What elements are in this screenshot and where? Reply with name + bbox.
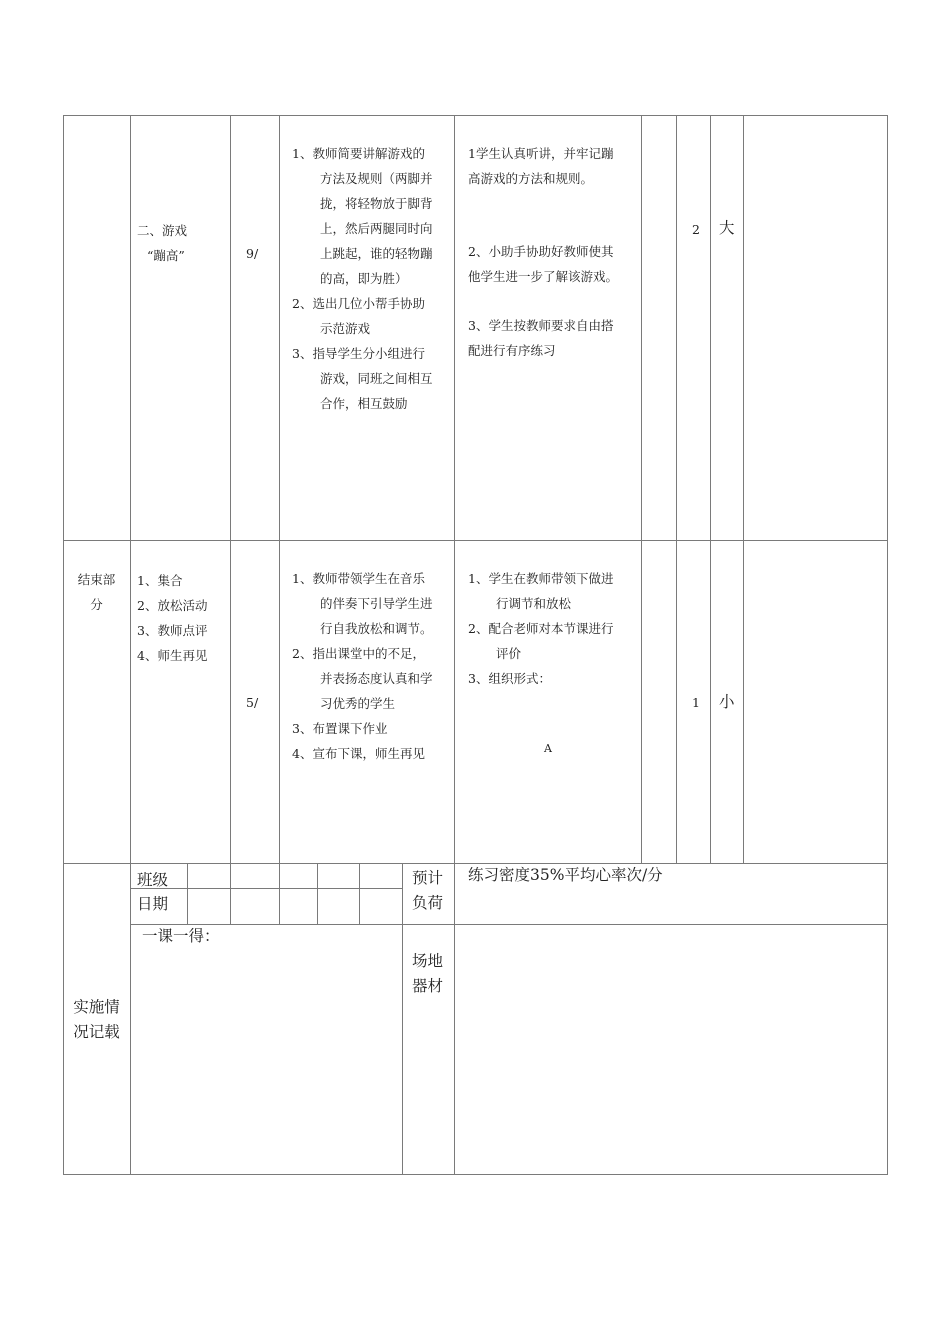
game-content: 二、游戏 “蹦高” xyxy=(137,223,188,263)
teacher-step: 3、指导学生分小组进行 xyxy=(292,346,425,361)
game-time: 9/ xyxy=(246,246,259,261)
teacher-step: 1、教师简要讲解游戏的 xyxy=(292,146,425,161)
end-time: 5/ xyxy=(246,695,259,710)
game-student-activity-3: 3、学生按教师要求自由搭 配进行有序练习 xyxy=(468,318,614,358)
load-label: 预计 负荷 xyxy=(412,869,444,912)
date-label: 日期 xyxy=(137,895,169,913)
formation-marker: A xyxy=(544,742,552,755)
teacher-step: 1、教师带领学生在音乐 xyxy=(292,571,425,586)
venue-label: 场地 器材 xyxy=(412,952,444,995)
record-title: 实施情 况记载 xyxy=(73,998,120,1041)
teacher-step: 2、指出课堂中的不足， xyxy=(292,646,425,661)
end-content: 1、集合 2、放松活动 3、教师点评 4、师生再见 xyxy=(137,573,208,663)
load-value: 练习密度35%平均心率次/分 xyxy=(468,866,663,884)
end-student-activities: 1、学生在教师带领下做进 行调节和放松 2、配合老师对本节课进行 评价 3、组织形式： xyxy=(468,571,614,686)
teacher-step: 2、选出几位小帮手协助 xyxy=(292,296,425,311)
game-student-activity-2: 2、小助手协助好教师使其 他学生进一步了解该游戏。 xyxy=(468,244,619,284)
teacher-step: 4、宣布下课，师生再见 xyxy=(292,746,425,761)
teacher-step: 3、布置课下作业 xyxy=(292,721,388,736)
end-section-label: 结束部 分 xyxy=(77,572,116,612)
reflection-label: 一课一得： xyxy=(142,927,220,945)
game-student-activities: 1学生认真听讲，并牢记蹦 高游戏的方法和规则。 xyxy=(468,146,614,186)
game-intensity: 大 xyxy=(719,219,735,237)
class-label: 班级 xyxy=(137,871,169,889)
end-intensity: 小 xyxy=(719,693,735,711)
game-teacher-activities: 1、教师简要讲解游戏的 方法及规则（两脚并 拢，将轻物放于脚背 上，然后两腿同时向 上跳起，谁的轻物蹦 的高，即为胜） 2、选出几位小帮手协助 示范游戏 3、指导学生分小组进行 游戏，同班之间相互 合作，相互鼓励 xyxy=(292,141,433,416)
end-teacher-activities: 1、教师带领学生在音乐 的伴奏下引导学生进 行自我放松和调节。 2、指出课堂中的不足， 并表扬态度认真和学 习优秀的学生 3、布置课下作业 4、宣布下课，师生再见 xyxy=(292,566,433,766)
game-count: 2 xyxy=(692,222,700,237)
end-count: 1 xyxy=(692,695,700,710)
